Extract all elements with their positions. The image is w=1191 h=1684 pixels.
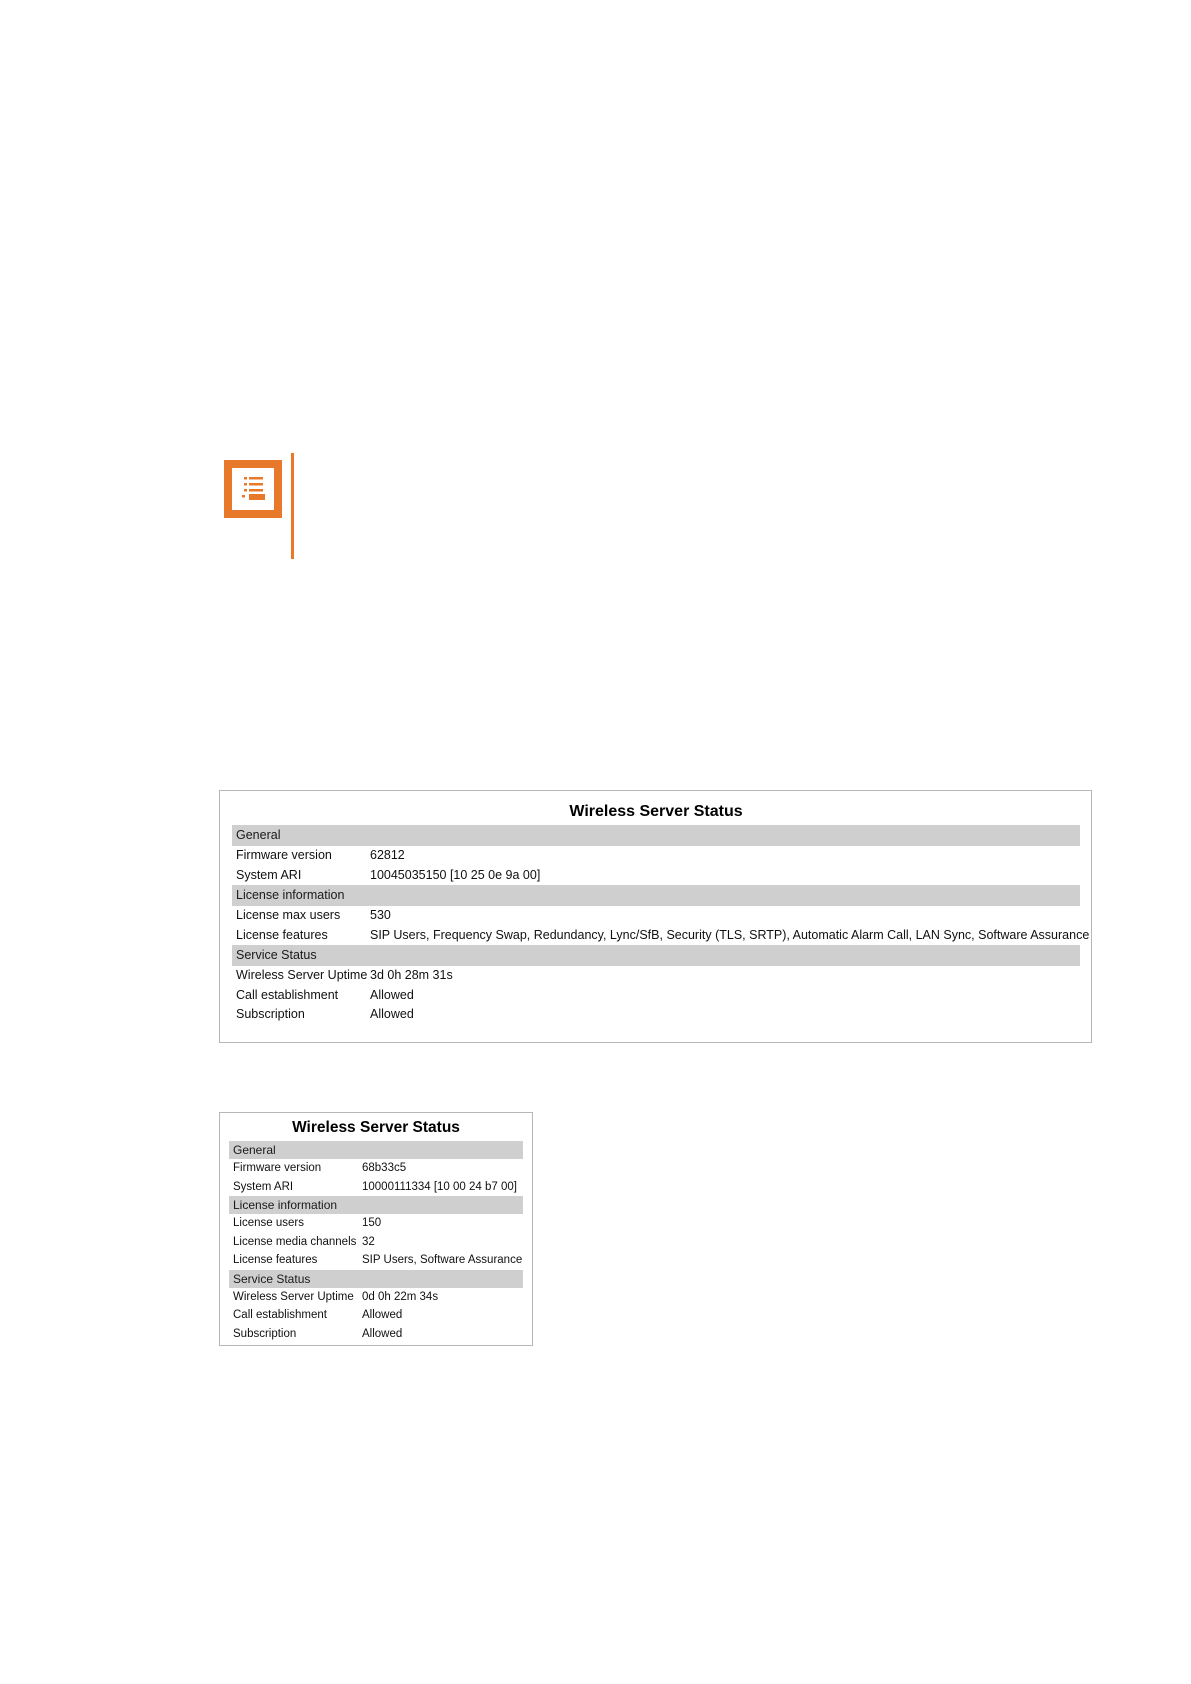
row-label: Call establishment xyxy=(233,1309,327,1321)
wireless-server-status-panel-large xyxy=(219,790,1092,1043)
row-value: 10045035150 [10 25 0e 9a 00] xyxy=(370,867,541,882)
table-row xyxy=(232,926,1090,946)
row-label: License media channels xyxy=(233,1235,357,1248)
row-value: Allowed xyxy=(362,1309,403,1321)
table-row xyxy=(229,1178,523,1197)
row-value: 530 xyxy=(370,908,391,922)
row-label: License users xyxy=(233,1217,304,1229)
row-value: 0d 0h 22m 34s xyxy=(362,1290,439,1303)
table-row xyxy=(232,986,1080,1006)
table-row xyxy=(229,1214,523,1233)
table-row xyxy=(232,846,1080,866)
row-label: License features xyxy=(236,927,328,942)
row-value: 68b33c5 xyxy=(362,1162,407,1174)
section-header-service-status: Service Status xyxy=(232,945,1080,966)
table-row xyxy=(229,1159,523,1178)
row-label: Firmware version xyxy=(236,848,332,862)
row-label: Subscription xyxy=(236,1007,305,1021)
row-value: 10000111334 [10 00 24 b7 00] xyxy=(362,1180,517,1193)
section-header-license-information: License information xyxy=(229,1196,523,1214)
row-value: 32 xyxy=(362,1235,375,1248)
section-header-general: General xyxy=(229,1141,523,1159)
row-value: 150 xyxy=(362,1217,382,1229)
row-value: SIP Users, Software Assurance xyxy=(362,1254,523,1266)
table-row xyxy=(229,1288,523,1307)
table-row xyxy=(232,966,1080,986)
row-value: Allowed xyxy=(362,1327,403,1340)
row-label: Call establishment xyxy=(236,987,339,1002)
panel-title: Wireless Server Status xyxy=(292,1119,460,1136)
row-label: Wireless Server Uptime xyxy=(233,1290,354,1303)
section-header-general: General xyxy=(232,825,1080,846)
row-label: Wireless Server Uptime xyxy=(236,968,368,982)
row-label: License features xyxy=(233,1254,318,1266)
note-list-icon xyxy=(224,460,282,518)
table-row xyxy=(229,1306,523,1325)
table-row xyxy=(232,1005,1080,1025)
table-row xyxy=(229,1325,523,1344)
panel-title: Wireless Server Status xyxy=(569,803,743,820)
row-value: Allowed xyxy=(370,987,414,1002)
note-divider xyxy=(291,453,294,559)
section-header-license-information: License information xyxy=(232,885,1080,906)
table-row xyxy=(232,906,1080,926)
row-label: Subscription xyxy=(233,1327,297,1340)
row-label: System ARI xyxy=(233,1180,294,1193)
table-row xyxy=(229,1233,523,1252)
row-value: 62812 xyxy=(370,848,405,862)
section-header-service-status: Service Status xyxy=(229,1270,523,1288)
wireless-server-status-panel-small xyxy=(219,1112,533,1346)
row-label: System ARI xyxy=(236,867,302,882)
row-value: SIP Users, Frequency Swap, Redundancy, Lync/SfB, Security (TLS, SRTP), Automatic Alarm Call, LAN Sync, Software Assurance xyxy=(370,927,1090,942)
row-label: License max users xyxy=(236,908,341,922)
row-value: Allowed xyxy=(370,1007,414,1021)
table-row xyxy=(232,866,1080,886)
table-row xyxy=(229,1251,523,1270)
row-value: 3d 0h 28m 31s xyxy=(370,968,453,982)
row-label: Firmware version xyxy=(233,1162,322,1174)
